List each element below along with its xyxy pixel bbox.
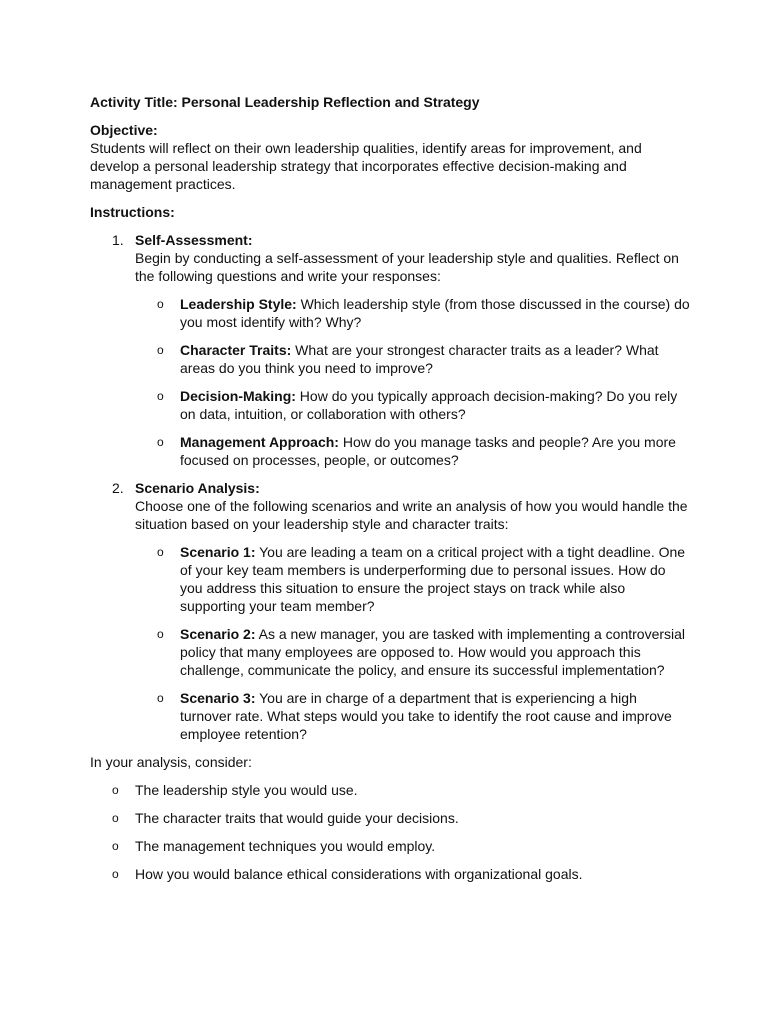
item-label: Management Approach:: [180, 434, 339, 450]
bullet-icon: o: [157, 545, 164, 559]
list-item: [90, 865, 690, 883]
consider-intro: In your analysis, consider:: [90, 754, 252, 770]
bullet-icon: o: [112, 867, 119, 881]
bullet-icon: o: [157, 691, 164, 705]
step-scenario-analysis: [90, 479, 690, 743]
step-heading: Scenario Analysis:: [135, 480, 260, 496]
scenario-list: [135, 543, 690, 743]
item-text: You are leading a team on a critical project with a tight deadline. One of your key team members is underperforming due to personal issues. How do you address this situation to ensure the project stays on track while also supporting your team member?: [180, 544, 686, 614]
instruction-steps: [90, 231, 690, 743]
bullet-icon: o: [157, 297, 164, 311]
activity-title: Activity Title: Personal Leadership Reflection and Strategy: [90, 94, 480, 110]
document-page: [90, 93, 690, 883]
step-number: 1.: [112, 232, 124, 248]
item-text: How do you manage tasks and people? Are you more focused on processes, people, or outcomes?: [180, 434, 676, 468]
step-self-assessment: [90, 231, 690, 469]
item-label: Scenario 1:: [180, 544, 256, 560]
item-text: How do you typically approach decision-making? Do you rely on data, intuition, or collaboration with others?: [180, 388, 678, 422]
step-heading: Self-Assessment:: [135, 232, 253, 248]
item-text: How you would balance ethical considerations with organizational goals.: [135, 866, 583, 882]
list-item: [135, 433, 690, 469]
step-number: 2.: [112, 480, 124, 496]
bullet-icon: o: [157, 627, 164, 641]
step-text: Choose one of the following scenarios and write an analysis of how you would handle the situation based on your leadership style and character traits:: [135, 498, 688, 532]
item-label: Leadership Style:: [180, 296, 297, 312]
list-item: [90, 837, 690, 855]
item-label: Scenario 2:: [180, 626, 256, 642]
objective-heading: Objective:: [90, 122, 158, 138]
bullet-icon: o: [157, 435, 164, 449]
item-label: Character Traits:: [180, 342, 292, 358]
instructions-heading: Instructions:: [90, 204, 175, 220]
item-text: Which leadership style (from those discussed in the course) do you most identify with? Why?: [180, 296, 690, 330]
consider-section: [90, 753, 690, 883]
list-item: [135, 341, 690, 377]
item-label: Decision-Making:: [180, 388, 296, 404]
item-text: As a new manager, you are tasked with implementing a controversial policy that many employees are opposed to. How would you approach this challenge, communicate the policy, and ensure its successful implementation?: [180, 626, 686, 678]
list-item: [90, 809, 690, 827]
bullet-icon: o: [112, 783, 119, 797]
list-item: [135, 625, 690, 679]
self-assessment-questions: [135, 295, 690, 469]
item-text: The management techniques you would employ.: [135, 838, 436, 854]
item-text: The character traits that would guide your decisions.: [135, 810, 459, 826]
list-item: [135, 387, 690, 423]
objective-section: [90, 121, 690, 193]
consider-list: [90, 781, 690, 883]
bullet-icon: o: [112, 839, 119, 853]
list-item: [135, 543, 690, 615]
list-item: [135, 295, 690, 331]
item-text: You are in charge of a department that is experiencing a high turnover rate. What steps would you take to identify the root cause and improve employee retention?: [180, 690, 672, 742]
list-item: [135, 689, 690, 743]
bullet-icon: o: [112, 811, 119, 825]
item-label: Scenario 3:: [180, 690, 256, 706]
bullet-icon: o: [157, 343, 164, 357]
list-item: [90, 781, 690, 799]
item-text: The leadership style you would use.: [135, 782, 358, 798]
item-text: What are your strongest character traits as a leader? What areas do you think you need to improve?: [180, 342, 659, 376]
objective-text: Students will reflect on their own leadership qualities, identify areas for improvement, and develop a personal leadership strategy that incorporates effective decision-making and management practices.: [90, 140, 642, 192]
bullet-icon: o: [157, 389, 164, 403]
step-text: Begin by conducting a self-assessment of your leadership style and qualities. Reflect on the following questions and write your responses:: [135, 250, 679, 284]
